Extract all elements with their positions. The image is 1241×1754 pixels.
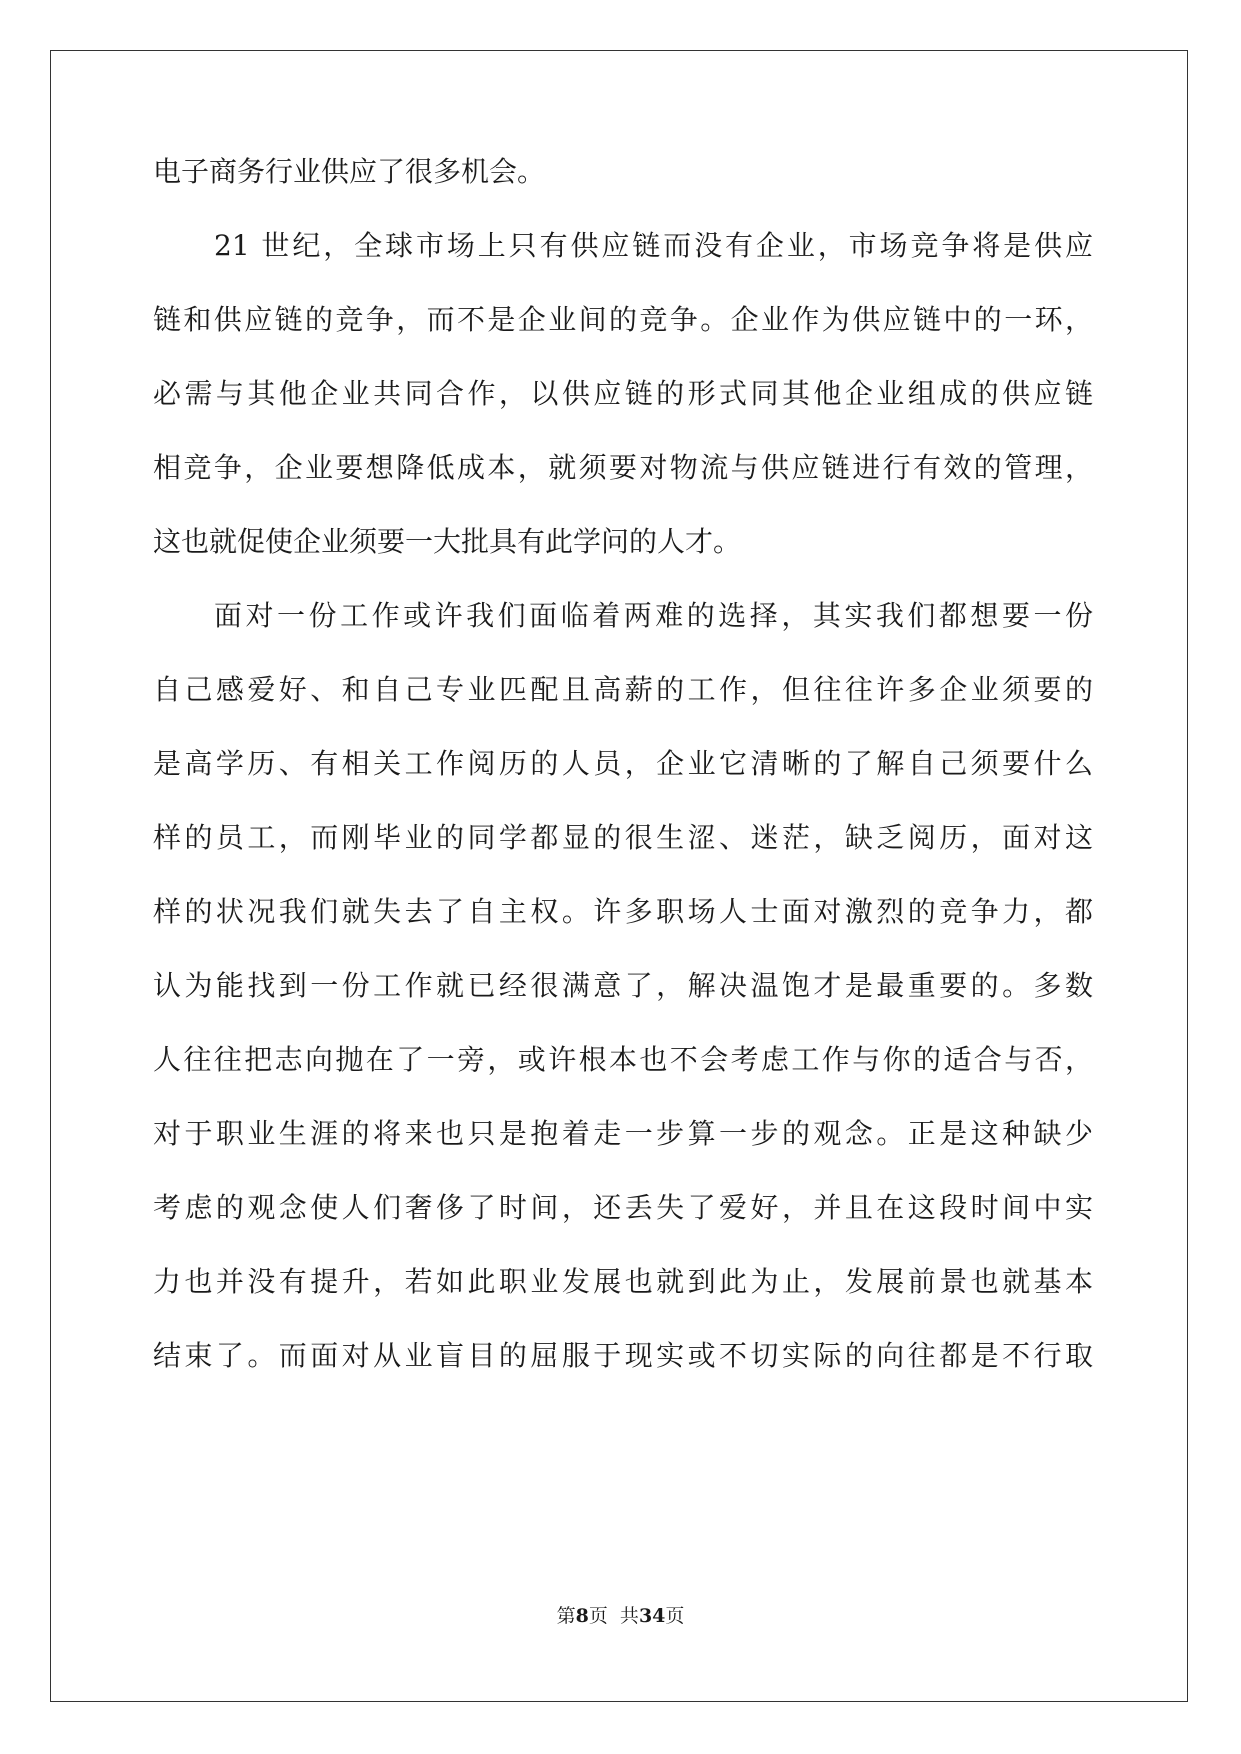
text-line: 电子商务行业供应了很多机会。	[153, 155, 546, 188]
page-border	[50, 50, 1188, 1702]
text-line: 结束了。而面对从业盲目的屈服于现实或不切实际的向往都是不行取	[153, 1339, 1093, 1372]
footer-mid: 页 共	[588, 1605, 639, 1627]
text-line: 对于职业生涯的将来也只是抱着走一步算一步的观念。正是这种缺少	[153, 1117, 1093, 1150]
text-line: 自己感爱好、和自己专业匹配且高薪的工作，但往往许多企业须要的	[153, 673, 1093, 706]
text-line: 必需与其他企业共同合作，以供应链的形式同其他企业组成的供应链	[153, 377, 1093, 410]
text-line: 力也并没有提升，若如此职业发展也就到此为止，发展前景也就基本	[153, 1265, 1093, 1298]
page-footer	[0, 1604, 1241, 1628]
text-line: 考虑的观念使人们奢侈了时间，还丢失了爱好，并且在这段时间中实	[153, 1191, 1093, 1224]
text-line: 面对一份工作或许我们面临着两难的选择，其实我们都想要一份	[214, 599, 1093, 632]
text-line: 认为能找到一份工作就已经很满意了，解决温饱才是最重要的。多数	[153, 969, 1093, 1002]
text-line: 是高学历、有相关工作阅历的人员，企业它清晰的了解自己须要什么	[153, 747, 1093, 780]
current-page-number: 8	[575, 1605, 589, 1627]
text-line: 这也就促使企业须要一大批具有此学问的人才。	[153, 525, 742, 558]
text-line: 样的状况我们就失去了自主权。许多职场人士面对激烈的竞争力，都	[153, 895, 1093, 928]
text-line: 21 世纪，全球市场上只有供应链而没有企业，市场竞争将是供应	[214, 229, 1093, 262]
total-page-count: 34	[638, 1605, 666, 1627]
footer-prefix: 第	[556, 1605, 576, 1627]
footer-suffix: 页	[665, 1605, 685, 1627]
text-line: 样的员工，而刚毕业的同学都显的很生涩、迷茫，缺乏阅历，面对这	[153, 821, 1093, 854]
text-line: 链和供应链的竞争，而不是企业间的竞争。企业作为供应链中的一环，	[153, 303, 1093, 336]
text-line: 相竞争，企业要想降低成本，就须要对物流与供应链进行有效的管理，	[153, 451, 1093, 484]
text-line: 人往往把志向抛在了一旁，或许根本也不会考虑工作与你的适合与否，	[153, 1043, 1093, 1076]
